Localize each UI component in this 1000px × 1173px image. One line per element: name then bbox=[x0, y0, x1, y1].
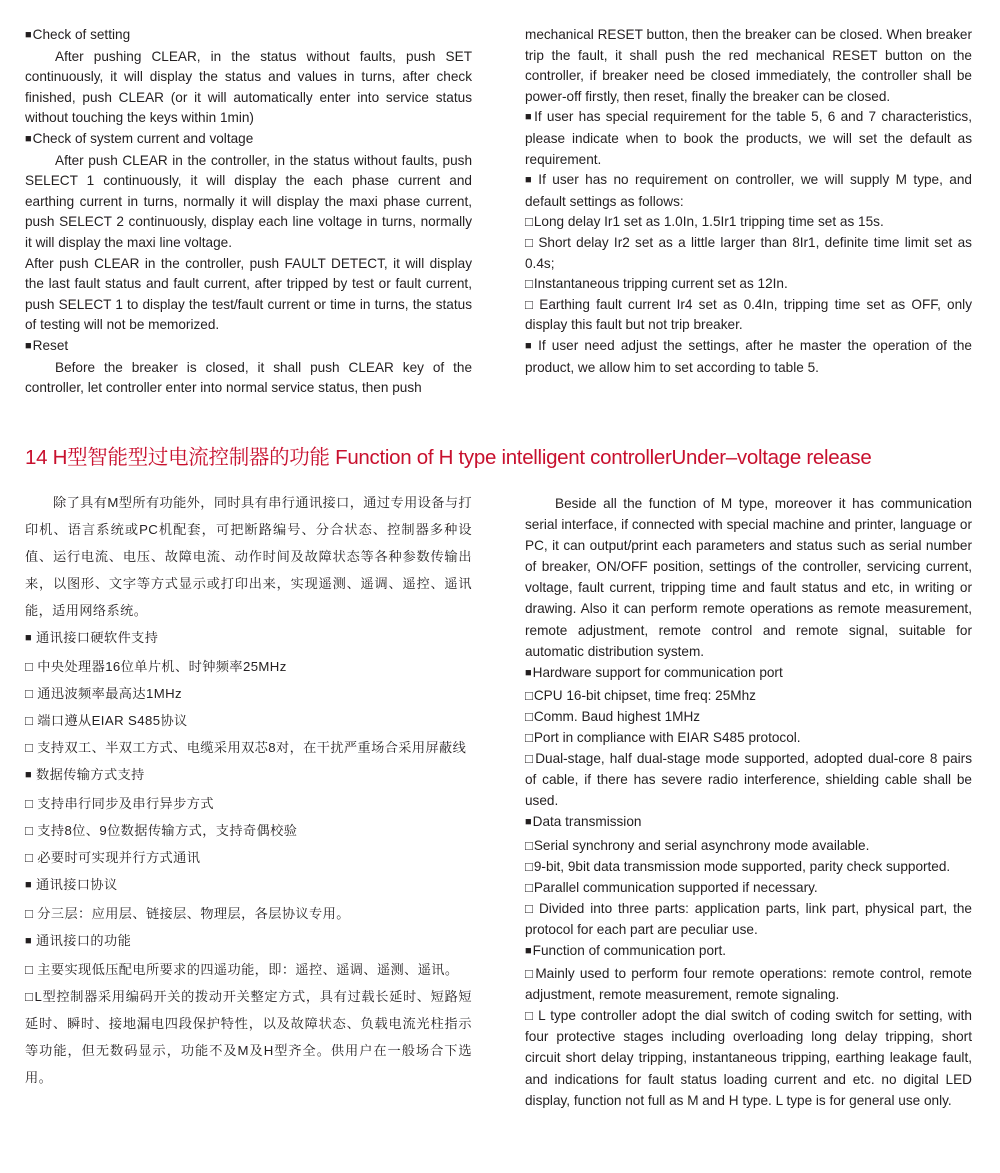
list-item: ■ Hardware support for communication port bbox=[525, 662, 972, 685]
bullet-square-filled-icon bbox=[25, 767, 36, 782]
paragraph: After push CLEAR in the controller, in the status without faults, push SELECT 1 continuously, it will display the each phase current and earthing current in turns, normally it will display the maxi phase current, push SELECT 2 continuously, display each line voltage in turns, normally it will display the maxi line voltage. bbox=[25, 152, 472, 250]
bullet-square-outline-icon bbox=[525, 235, 538, 250]
bullet-square-outline-icon bbox=[25, 740, 37, 755]
bullet-square-outline-icon bbox=[525, 709, 534, 724]
bullet-square-outline-icon bbox=[525, 751, 535, 766]
bullet-square-filled-icon bbox=[525, 109, 534, 124]
bullet-square-filled-icon bbox=[25, 933, 36, 948]
list-item: ■ If user has special requirement for the table 5, 6 and 7 characteristics, please indicate when to book the products, we will set the default as requirement. bbox=[525, 107, 972, 170]
bullet-square-outline-icon bbox=[25, 659, 37, 674]
bullet-square-outline-icon bbox=[25, 962, 37, 977]
bullet-square-outline-icon bbox=[25, 906, 37, 921]
top-left-column bbox=[25, 25, 472, 399]
bullet-square-outline-icon bbox=[525, 276, 534, 291]
list-item: □ Mainly used to perform four remote operations: remote control, remote adjustment, remote measurement, remote signaling. bbox=[525, 963, 972, 1005]
list-item: □ 端口遵从EIAR S485协议 bbox=[25, 707, 472, 734]
list-item: □ Dual-stage, half dual-stage mode supported, adopted dual-core 8 pairs of cable, if there has severe radio interference, shielding cable shall be used. bbox=[525, 748, 972, 811]
bullet-square-outline-icon bbox=[525, 297, 539, 312]
list-item: ■ 通讯接口协议 bbox=[25, 871, 472, 900]
paragraph: After push CLEAR in the controller, push FAULT DETECT, it will display the last fault status and fault current, after tripped by test or fault current, push SELECT 1 to display the test/fault current or time in turns, the status of testing will not be memorized. bbox=[25, 255, 472, 333]
section-heading: 14 H型智能型过电流控制器的功能 Function of H type intelligent controllerUnder–voltage release bbox=[25, 446, 872, 469]
bullet-square-filled-icon bbox=[25, 27, 33, 42]
bullet-square-outline-icon bbox=[525, 859, 534, 874]
list-item: □ L type controller adopt the dial switch of coding switch for setting, with four protective stages including overloading long delay tripping, short circuit short delay tripping, instantaneous tripping, earthing leakage fault, and indications for fault status loading current and etc. no digital LED display, function not full as M and H type. L type is for general use only. bbox=[525, 1005, 972, 1110]
bullet-square-outline-icon bbox=[525, 1008, 538, 1023]
list-item: □ 分三层：应用层、链接层、物理层，各层协议专用。 bbox=[25, 900, 472, 927]
list-item: ■ If user has no requirement on controller, we will supply M type, and default settings as follows: bbox=[525, 170, 972, 212]
paragraph: After pushing CLEAR, in the status without faults, push SET continuously, it will display the status and values in turns, after check finished, push CLEAR (or it will automatically enter into service status without touching the keys within 1min) bbox=[25, 48, 472, 126]
bullet-square-outline-icon bbox=[525, 688, 534, 703]
list-item: □ Port in compliance with EIAR S485 protocol. bbox=[525, 727, 972, 748]
list-item: □ CPU 16-bit chipset, time freq: 25Mhz bbox=[525, 685, 972, 706]
bullet-square-outline-icon bbox=[25, 796, 37, 811]
bullet-square-filled-icon bbox=[525, 814, 533, 829]
bullet-square-filled-icon bbox=[525, 172, 538, 187]
bullet-square-outline-icon bbox=[525, 730, 534, 745]
list-item: □ Parallel communication supported if necessary. bbox=[525, 877, 972, 898]
check-system-current-heading: ■ Check of system current and voltage bbox=[25, 129, 472, 151]
list-item: □ 通迅波频率最高达1MHz bbox=[25, 680, 472, 707]
list-item: □ 9-bit, 9bit data transmission mode supported, parity check supported. bbox=[525, 856, 972, 877]
bullet-square-outline-icon bbox=[525, 901, 539, 916]
list-item: □ 支持双工、半双工方式、电缆采用双芯8对，在干扰严重场合采用屏蔽线 bbox=[25, 734, 472, 761]
list-item: □ 中央处理器16位单片机、时钟频率25MHz bbox=[25, 653, 472, 680]
bullet-square-filled-icon bbox=[25, 630, 36, 645]
list-item: □ 支持8位、9位数据传输方式，支持奇偶校验 bbox=[25, 817, 472, 844]
list-item: ■ If user need adjust the settings, after he master the operation of the product, we allow him to set according to table 5. bbox=[525, 336, 972, 378]
list-item: ■ Data transmission bbox=[525, 811, 972, 834]
bullet-square-filled-icon bbox=[25, 131, 33, 146]
bullet-square-outline-icon bbox=[525, 838, 534, 853]
list-item: □ Earthing fault current Ir4 set as 0.4In, tripping time set as OFF, only display this fault but not trip breaker. bbox=[525, 295, 972, 336]
paragraph: mechanical RESET button, then the breaker can be closed. When breaker trip the fault, it shall push the red mechanical RESET button on the controller, if breaker need be closed immediately, the controller shall be power-off firstly, then reset, finally the breaker can be closed. bbox=[525, 27, 972, 104]
bullet-square-outline-icon bbox=[525, 880, 534, 895]
list-item: □ Divided into three parts: application parts, link part, physical part, the protocol for each part are peculiar use. bbox=[525, 898, 972, 940]
bullet-square-outline-icon bbox=[25, 686, 37, 701]
bullet-square-filled-icon bbox=[25, 338, 33, 353]
bottom-left-column-chinese bbox=[25, 489, 472, 1091]
check-of-setting-heading: ■ Check of setting bbox=[25, 25, 472, 47]
top-right-column bbox=[525, 25, 972, 378]
list-item: ■ 通讯接口的功能 bbox=[25, 927, 472, 956]
bullet-square-outline-icon bbox=[25, 850, 37, 865]
list-item: □ Instantaneous tripping current set as 12In. bbox=[525, 274, 972, 295]
list-item: ■ 数据传输方式支持 bbox=[25, 761, 472, 790]
bullet-square-filled-icon bbox=[25, 877, 36, 892]
bullet-square-outline-icon bbox=[25, 713, 37, 728]
bullet-square-outline-icon bbox=[525, 214, 534, 229]
list-item: □ Comm. Baud highest 1MHz bbox=[525, 706, 972, 727]
bullet-square-outline-icon bbox=[525, 966, 535, 981]
bullet-square-filled-icon bbox=[525, 665, 533, 680]
list-item: ■ 通讯接口硬软件支持 bbox=[25, 624, 472, 653]
list-item: □ 主要实现低压配电所要求的四遥功能，即：遥控、遥调、遥测、遥讯。 bbox=[25, 956, 472, 983]
paragraph: Beside all the function of M type, moreover it has communication serial interface, if connected with special machine and printer, language or PC, it can output/print each parameters and status such as serial number of breaker, ON/OFF position, settings of the controller, servicing current, voltage, fault current, tripping time and fault status and etc, in writing or drawing. Also it can perform remote operations as remote measurement, remote adjustment, remote control and remote signal, suitable for automatic distribution system. bbox=[525, 496, 972, 659]
bottom-right-column-english bbox=[525, 493, 972, 1111]
bullet-square-filled-icon bbox=[525, 943, 533, 958]
list-item: □ 必要时可实现并行方式通讯 bbox=[25, 844, 472, 871]
paragraph: Before the breaker is closed, it shall push CLEAR key of the controller, let controller enter into normal service status, then push bbox=[25, 359, 472, 396]
list-item: □ Long delay Ir1 set as 1.0In, 1.5Ir1 tripping time set as 15s. bbox=[525, 212, 972, 233]
list-item: ■ Function of communication port. bbox=[525, 940, 972, 963]
list-item: □ 支持串行同步及串行异步方式 bbox=[25, 790, 472, 817]
paragraph: 除了具有M型所有功能外，同时具有串行通讯接口，通过专用设备与打印机、语言系统或PC机配套，可把断路编号、分合状态、控制器多种设值、运行电流、电压、故障电流、动作时间及故障状态等各种参数传输出来，以图形、文字等方式显示或打印出来，实现遥测、遥调、遥控、遥讯能，适用网络系统。 bbox=[25, 495, 473, 618]
list-item: □ Serial synchrony and serial asynchrony mode available. bbox=[525, 835, 972, 856]
bullet-square-outline-icon bbox=[25, 989, 35, 1004]
list-item: □ Short delay Ir2 set as a little larger than 8Ir1, definite time limit set as 0.4s; bbox=[525, 233, 972, 274]
bullet-square-filled-icon bbox=[525, 338, 538, 353]
bullet-square-outline-icon bbox=[25, 823, 37, 838]
list-item: □ L型控制器采用编码开关的拨动开关整定方式，具有过载长延时、短路短延时、瞬时、接地漏电四段保护特性，以及故障状态、负载电流光柱指示等功能，但无数码显示，功能不及M及H型齐全。供用户在一般场合下选用。 bbox=[25, 983, 472, 1091]
reset-heading: ■ Reset bbox=[25, 336, 472, 358]
